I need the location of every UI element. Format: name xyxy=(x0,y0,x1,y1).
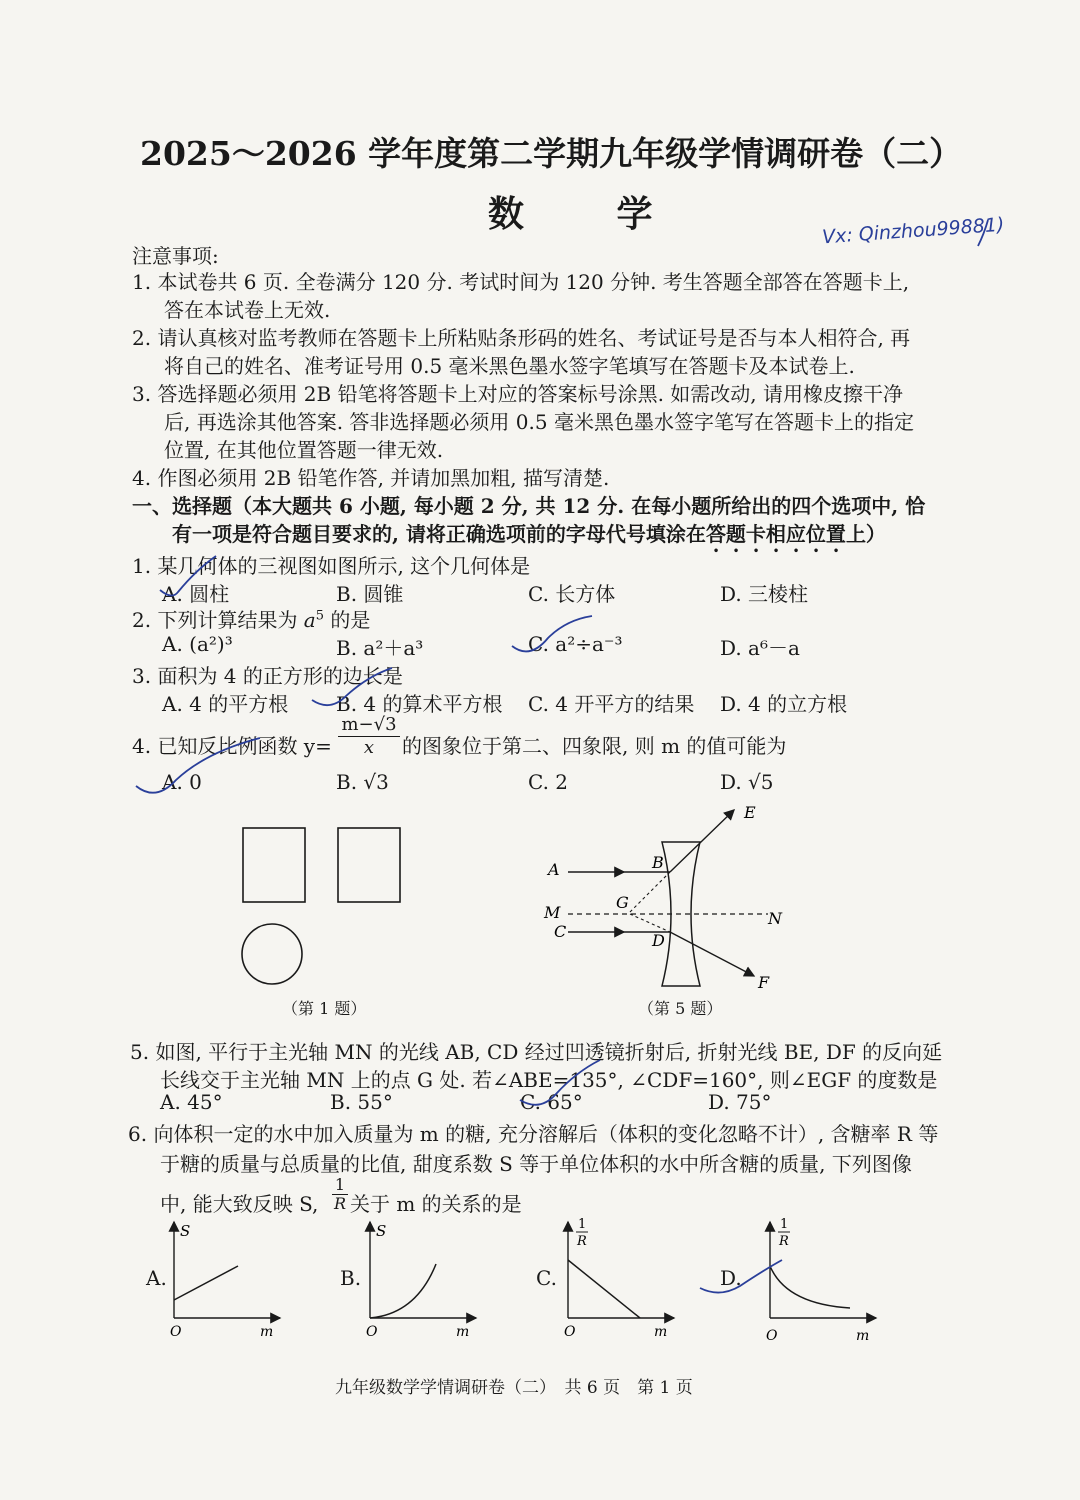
q4-numerator: m−√3 xyxy=(338,714,400,737)
graph-a-curve xyxy=(174,1266,238,1300)
section-1-line2-b: 答题卡相应位置 xyxy=(705,522,846,546)
graph-c-ylabel-num: 1 xyxy=(578,1217,587,1232)
q5-option-b: B. 55° xyxy=(330,1090,393,1114)
q5-option-a: A. 45° xyxy=(160,1090,223,1114)
notice-heading: 注意事项: xyxy=(132,244,219,268)
label-a: A xyxy=(548,860,560,879)
graph-a-xlabel: m xyxy=(260,1324,274,1340)
section-1-line2-a: 有一项是符合题目要求的, 请将正确选项前的字母代号填涂在 xyxy=(172,522,706,546)
q6-frac-num: 1 xyxy=(332,1176,348,1195)
q1-option-c: C. 长方体 xyxy=(528,582,616,606)
ray-df xyxy=(670,932,754,976)
subject-title: 数 学 xyxy=(488,193,693,235)
q2-option-d: D. a⁶－a xyxy=(720,636,800,660)
notice-2-line1: 2. 请认真核对监考教师在答题卡上所粘贴条形码的姓名、考试证号是否与本人相符合, 再 xyxy=(132,326,911,350)
graph-d-xlabel: m xyxy=(856,1328,870,1344)
q1-option-d: D. 三棱柱 xyxy=(720,582,809,606)
graph-c-origin: O xyxy=(564,1324,576,1340)
q2-option-b: B. a²＋a³ xyxy=(336,636,424,660)
label-f: F xyxy=(758,973,770,992)
exam-title: 2025～2026 学年度第二学期九年级学情调研卷（二） xyxy=(140,134,963,173)
graph-b xyxy=(356,1214,486,1344)
q5-option-d: D. 75° xyxy=(708,1090,772,1114)
handwritten-note: Vx: Qinzhou99881) xyxy=(821,213,1006,249)
extension-df xyxy=(630,914,670,932)
q4-option-a: A. 0 xyxy=(162,770,202,794)
front-view-rect xyxy=(243,828,305,902)
q4-option-d: D. √5 xyxy=(720,770,774,794)
q1-option-a: A. 圆柱 xyxy=(162,582,230,606)
notice-3-line1: 3. 答选择题必须用 2B 铅笔将答题卡上对应的答案标号涂黑. 如需改动, 请用橡皮擦干净 xyxy=(132,382,904,406)
q6-fraction xyxy=(332,1176,348,1213)
q5-line1: 5. 如图, 平行于主光轴 MN 的光线 AB, CD 经过凹透镜折射后, 折射光线 BE, DF 的反向延 xyxy=(130,1040,943,1064)
graph-d-ylabel-num: 1 xyxy=(780,1217,789,1232)
q6-line2: 于糖的质量与总质量的比值, 甜度系数 S 等于单位体积的水中所含糖的质量, 下列图像 xyxy=(160,1152,912,1176)
graph-c-xlabel: m xyxy=(654,1324,668,1340)
label-e: E xyxy=(744,803,756,822)
figure-1-three-views xyxy=(230,820,420,1020)
graph-b-xlabel: m xyxy=(456,1324,470,1340)
graph-c xyxy=(554,1214,684,1344)
figure-1-caption: （第 1 题） xyxy=(282,999,367,1018)
q6-line3-a: 中, 能大致反映 S, xyxy=(160,1192,319,1216)
graph-d xyxy=(756,1214,886,1344)
graph-a-ylabel: S xyxy=(180,1222,191,1240)
graph-d-option: D. xyxy=(720,1266,742,1290)
q2-stem xyxy=(132,604,370,633)
q3-option-d: D. 4 的立方根 xyxy=(720,692,848,716)
graph-c-ylabel-den: R xyxy=(577,1234,587,1249)
label-n: N xyxy=(768,909,782,928)
label-b: B xyxy=(652,853,664,872)
graph-b-curve xyxy=(370,1264,436,1318)
q2-stem-sup: 5 xyxy=(315,608,325,624)
label-m: M xyxy=(544,903,561,922)
q6-line3-b: 关于 m 的关系的是 xyxy=(350,1192,522,1216)
q6-frac-den: R xyxy=(333,1194,347,1213)
q2-stem-var: a xyxy=(303,608,316,632)
graph-c-curve xyxy=(568,1260,640,1318)
graph-a-origin: O xyxy=(170,1324,182,1340)
q3-stem: 3. 面积为 4 的正方形的边长是 xyxy=(132,664,403,688)
graph-d-origin: O xyxy=(766,1328,778,1344)
ray-be xyxy=(670,810,734,872)
q4-fraction xyxy=(338,714,400,759)
label-c: C xyxy=(554,922,567,941)
q2-option-a: A. (a²)³ xyxy=(162,632,233,656)
notice-3-line2: 后, 再选涂其他答案. 答非选择题必须用 0.5 毫米黑色墨水签字笔写在答题卡上的指定 xyxy=(164,410,914,434)
figure-5-lens xyxy=(540,800,790,1000)
q2-stem-a: 2. 下列计算结果为 xyxy=(132,608,304,632)
notice-1-line1: 1. 本试卷共 6 页. 全卷满分 120 分. 考试时间为 120 分钟. 考生答题全部答在答题卡上, xyxy=(132,270,910,294)
section-1-line1: 一、选择题（本大题共 6 小题, 每小题 2 分, 共 12 分. 在每小题所给出的四个选项中, 恰 xyxy=(132,494,926,518)
section-1-line2-c: 上） xyxy=(845,522,886,546)
graph-d-curve xyxy=(770,1266,850,1308)
q2-stem-b: 的是 xyxy=(324,608,371,632)
side-view-rect xyxy=(338,828,400,902)
q3-option-b: B. 4 的算术平方根 xyxy=(336,692,503,716)
extension-be xyxy=(630,872,670,912)
q4-option-b: B. √3 xyxy=(336,770,389,794)
q5-option-c: C. 65° xyxy=(520,1090,583,1114)
graph-b-origin: O xyxy=(366,1324,378,1340)
graph-a xyxy=(160,1214,290,1344)
q4-stem-a: 4. 已知反比例函数 y= xyxy=(132,734,332,758)
graph-b-option: B. xyxy=(340,1266,362,1290)
q4-option-c: C. 2 xyxy=(528,770,569,794)
q6-line1: 6. 向体积一定的水中加入质量为 m 的糖, 充分溶解后（体积的变化忽略不计）, 含糖率 R 等 xyxy=(128,1122,939,1146)
q5-line2: 长线交于主光轴 MN 上的点 G 处. 若∠ABE=135°, ∠CDF=160°, 则∠EGF 的度数是 xyxy=(160,1068,938,1092)
label-g: G xyxy=(616,893,629,912)
notice-1-line2: 答在本试卷上无效. xyxy=(164,298,331,322)
graph-c-option: C. xyxy=(536,1266,557,1290)
q4-denominator: x xyxy=(363,737,375,758)
label-d: D xyxy=(652,931,665,950)
q3-option-c: C. 4 开平方的结果 xyxy=(528,692,695,716)
q4-stem-b: 的图象位于第二、四象限, 则 m 的值可能为 xyxy=(402,734,787,758)
q1-stem: 1. 某几何体的三视图如图所示, 这个几何体是 xyxy=(132,554,531,578)
notice-2-line2: 将自己的姓名、准考证号用 0.5 毫米黑色墨水签字笔填写在答题卡及本试卷上. xyxy=(164,354,855,378)
page-footer: 九年级数学学情调研卷（二） 共 6 页 第 1 页 xyxy=(335,1378,693,1398)
q3-option-a: A. 4 的平方根 xyxy=(162,692,289,716)
q1-option-b: B. 圆锥 xyxy=(336,582,404,606)
graph-a-option: A. xyxy=(146,1266,167,1290)
figure-5-caption: （第 5 题） xyxy=(638,999,723,1018)
notice-3-line3: 位置, 在其他位置答题一律无效. xyxy=(164,438,444,462)
q2-option-c: C. a²÷a⁻³ xyxy=(528,632,623,656)
graph-b-ylabel: S xyxy=(376,1222,387,1240)
top-view-circle xyxy=(242,924,302,984)
notice-4: 4. 作图必须用 2B 铅笔作答, 并请加黑加粗, 描写清楚. xyxy=(132,466,610,490)
graph-d-ylabel-den: R xyxy=(779,1234,789,1249)
